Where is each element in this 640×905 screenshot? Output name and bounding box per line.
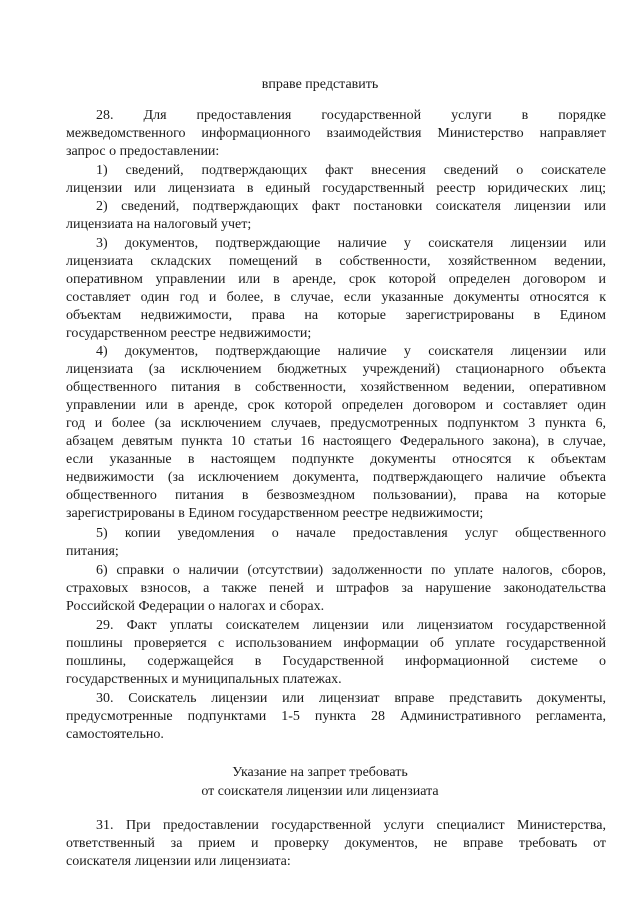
text-line: пошлины проверяется с использованием информации об уплате государственной bbox=[66, 636, 606, 651]
text-line: лицензии или лицензиата в единый государственный реестр юридических лиц; bbox=[66, 181, 606, 196]
text-line: самостоятельно. bbox=[66, 727, 164, 742]
text-line: 5) копии уведомления о начале предоставления услуг общественного bbox=[96, 526, 606, 541]
text-line: 29. Факт уплаты соискателем лицензии или лицензиатом государственной bbox=[96, 618, 606, 633]
text-line: 1) сведений, подтверждающих факт внесения сведений о соискателе bbox=[96, 163, 606, 178]
text-line: страховых взносов, а также пеней и штрафов за нарушение законодательства bbox=[66, 581, 606, 596]
text-line: запрос о предоставлении: bbox=[66, 144, 220, 159]
text-line: 3) документов, подтверждающие наличие у соискателя лицензии или bbox=[96, 236, 606, 251]
text-line: 30. Соискатель лицензии или лицензиат вправе представить документы, bbox=[96, 691, 606, 706]
text-line: зарегистрированы в Едином государственном реестре недвижимости; bbox=[66, 506, 484, 521]
text-line: оперативном управлении или в аренде, срок которой определен договором и bbox=[66, 272, 606, 287]
text-line: 31. При предоставлении государственной услуги специалист Министерства, bbox=[96, 818, 606, 833]
text-line: недвижимости (за исключением документа, подтверждающего наличие объекта bbox=[66, 470, 606, 485]
text-line: общественного питания в безвозмездном пользовании), права на которые bbox=[66, 488, 606, 503]
text-line: лицензиата на налоговый учет; bbox=[66, 217, 252, 232]
text-line: лицензиата складских помещений в собственности, хозяйственном ведении, bbox=[66, 254, 606, 269]
text-line: государственных и муниципальных платежах. bbox=[66, 672, 342, 687]
text-line: абзацем девятым пункта 10 статьи 16 настоящего Федерального закона), в случае, bbox=[66, 434, 606, 449]
text-line: год и более (за исключением случаев, предусмотренных подпунктом 3 пункта 6, bbox=[66, 416, 606, 431]
text-line: питания; bbox=[66, 544, 119, 559]
text-line: ответственный за прием и проверку документов, не вправе требовать от bbox=[66, 836, 606, 851]
page-header-text: вправе представить bbox=[261, 77, 379, 92]
text-line: предусмотренные подпунктами 1-5 пункта 28 Административного регламента, bbox=[66, 709, 606, 724]
text-line: общественного питания в собственности, хозяйственном ведении, оперативном bbox=[66, 380, 606, 395]
text-line: лицензиата (за исключением бюджетных учреждений) стационарного объекта bbox=[66, 362, 606, 377]
text-line: если указанные в настоящем подпункте документы относятся к объектам bbox=[66, 452, 606, 467]
text-line: 28. Для предоставления государственной услуги в порядке bbox=[96, 108, 606, 123]
text-line: государственном реестре недвижимости; bbox=[66, 326, 312, 341]
text-line: 2) сведений, подтверждающих факт постановки соискателя лицензии или bbox=[96, 199, 606, 214]
text-line: составляет один год и более, в случае, если указанные документы относятся к bbox=[66, 290, 606, 305]
text-line: 4) документов, подтверждающие наличие у соискателя лицензии или bbox=[96, 344, 606, 359]
heading-line: Указание на запрет требовать bbox=[232, 765, 408, 780]
text-line: пошлины, содержащейся в Государственной информационной системе о bbox=[66, 654, 606, 669]
text-line: соискателя лицензии или лицензиата: bbox=[66, 854, 291, 869]
heading-line: от соискателя лицензии или лицензиата bbox=[201, 784, 439, 799]
text-line: Российской Федерации о налогах и сборах. bbox=[66, 599, 325, 614]
text-line: управлении или в аренде, срок которой определен договором и составляет один bbox=[66, 398, 606, 413]
text-line: межведомственного информационного взаимодействия Министерство направляет bbox=[66, 126, 606, 141]
text-line: объектам недвижимости, права на которые зарегистрированы в Едином bbox=[66, 308, 606, 323]
text-line: 6) справки о наличии (отсутствии) задолженности по уплате налогов, сборов, bbox=[96, 563, 606, 578]
